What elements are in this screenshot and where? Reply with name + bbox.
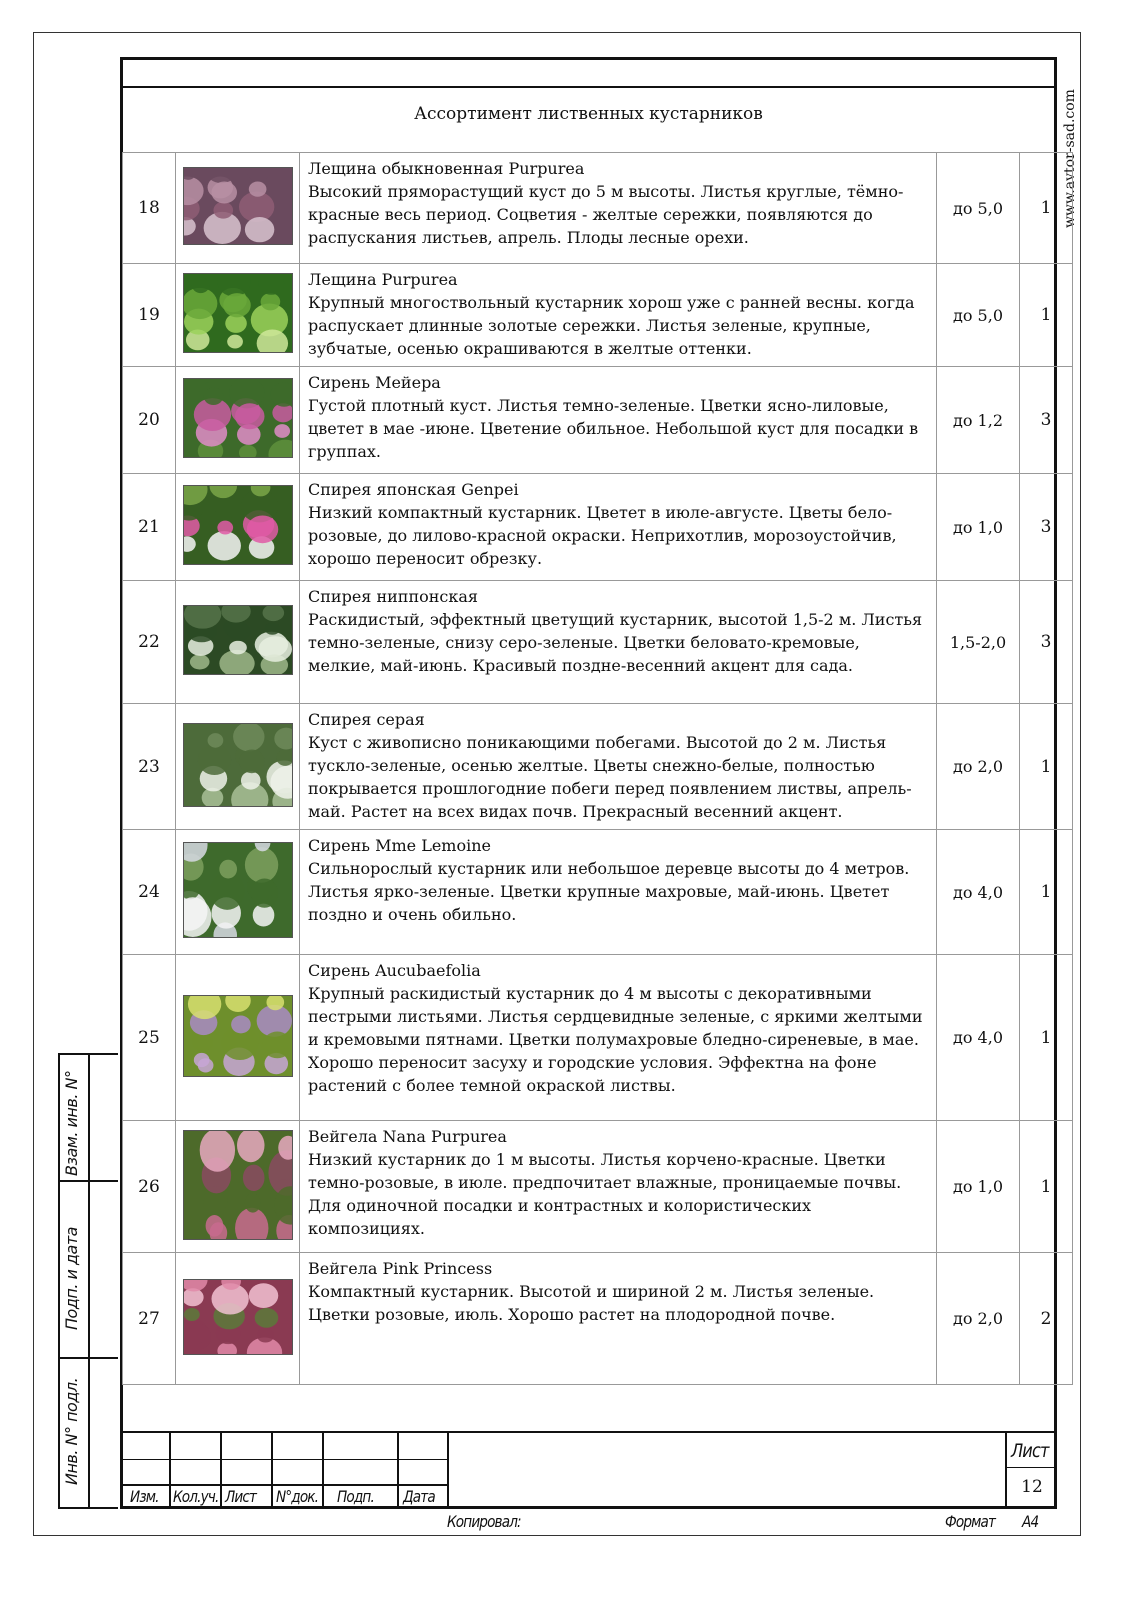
table-row bbox=[123, 367, 1073, 474]
site-url-text: www.avtor-sad.com bbox=[1062, 89, 1078, 228]
description-cell bbox=[300, 1121, 937, 1253]
plant-description: Раскидистый, эффектный цветущий кустарник, высотой 1,5-2 м. Листья темно-зеленые, снизу серо-зеленые. Цветки беловато-кремовые, мелкие, май-июнь. Красивый поздне-весенний акцент для сада. bbox=[308, 610, 923, 675]
description-cell bbox=[300, 474, 937, 581]
row-number: 26 bbox=[123, 1121, 176, 1253]
format-label: Формат bbox=[945, 1512, 996, 1531]
stamp-col-doc: N°док. bbox=[276, 1487, 319, 1506]
plant-description: Крупный многоствольный кустарник хорош уже с ранней весны. когда распускает длинные золотые сережки. Листья зеленые, крупные, зубчатые, осенью окрашиваются в желтые оттенки. bbox=[308, 293, 915, 358]
photo-cell bbox=[176, 581, 300, 704]
plant-name: Сирень Aucubaefolia bbox=[308, 961, 481, 980]
side-stamp-divider bbox=[88, 1053, 90, 1509]
stamp-col-line bbox=[220, 1431, 222, 1509]
top-band-line bbox=[122, 86, 1055, 88]
table-row bbox=[123, 1253, 1073, 1385]
row-number: 21 bbox=[123, 474, 176, 581]
stamp-grid-line bbox=[1005, 1467, 1057, 1468]
side-label-vzam: Взам. инв. N° bbox=[62, 1070, 81, 1176]
plant-name: Лещина обыкновенная Purpurea bbox=[308, 159, 585, 178]
plant-name: Вейгела Nana Purpurea bbox=[308, 1127, 507, 1146]
plant-photo bbox=[183, 723, 293, 807]
table-row bbox=[123, 264, 1073, 367]
plant-description: Крупный раскидистый кустарник до 4 м высоты с декоративными пестрыми листьями. Листья сердцевидные зеленые, с яркими желтыми и кремовыми пятнами. Цветки полумахровые бледно-сиреневые, в мае. Хорошо переносит засуху и городские условия. Эффектна на фоне растений с более темной окраской листвы. bbox=[308, 984, 923, 1095]
table-row bbox=[123, 955, 1073, 1121]
table-row bbox=[123, 704, 1073, 830]
stamp-col-podp: Подп. bbox=[337, 1487, 374, 1506]
plant-height: 1,5-2,0 bbox=[937, 581, 1020, 704]
plant-name: Сирень Мейера bbox=[308, 373, 441, 392]
row-number: 27 bbox=[123, 1253, 176, 1385]
plant-quantity: 2 bbox=[1020, 1253, 1073, 1385]
plant-description: Низкий компактный кустарник. Цветет в июле-августе. Цветы бело-розовые, до лилово-красной окраски. Неприхотлив, морозоустойчив, хорошо переносит обрезку. bbox=[308, 503, 897, 568]
stamp-col-line bbox=[271, 1431, 273, 1509]
sheet-label: Лист bbox=[1011, 1440, 1049, 1462]
plant-name: Сирень Mme Lemoine bbox=[308, 836, 491, 855]
stamp-col-line bbox=[1005, 1431, 1007, 1509]
plant-quantity: 1 bbox=[1020, 153, 1073, 264]
plant-height: до 2,0 bbox=[937, 704, 1020, 830]
plant-name: Спирея серая bbox=[308, 710, 425, 729]
stamp-col-list: Лист bbox=[225, 1487, 257, 1506]
row-number: 18 bbox=[123, 153, 176, 264]
stamp-col-line bbox=[169, 1431, 171, 1509]
table-row bbox=[123, 581, 1073, 704]
description-cell bbox=[300, 264, 937, 367]
stamp-col-line bbox=[447, 1431, 449, 1509]
copied-label: Копировал: bbox=[447, 1512, 521, 1531]
plant-quantity: 3 bbox=[1020, 367, 1073, 474]
row-number: 25 bbox=[123, 955, 176, 1121]
plant-photo bbox=[183, 995, 293, 1077]
plant-photo bbox=[183, 605, 293, 675]
description-cell bbox=[300, 153, 937, 264]
plant-photo bbox=[183, 1279, 293, 1355]
plant-name: Спирея японская Genpei bbox=[308, 480, 519, 499]
photo-cell bbox=[176, 704, 300, 830]
plant-height: до 1,0 bbox=[937, 474, 1020, 581]
table-row bbox=[123, 1121, 1073, 1253]
plant-name: Спирея ниппонская bbox=[308, 587, 479, 606]
row-number: 20 bbox=[123, 367, 176, 474]
plant-photo bbox=[183, 485, 293, 565]
row-number: 23 bbox=[123, 704, 176, 830]
stamp-col-kol: Кол.уч. bbox=[173, 1487, 219, 1506]
plant-height: до 1,0 bbox=[937, 1121, 1020, 1253]
side-label-inv: Инв. N° подл. bbox=[62, 1377, 81, 1485]
photo-cell bbox=[176, 264, 300, 367]
description-cell bbox=[300, 704, 937, 830]
photo-cell bbox=[176, 153, 300, 264]
plant-description: Сильнорослый кустарник или небольшое деревце высоты до 4 метров. Листья ярко-зеленые. Цветки крупные махровые, май-июнь. Цветет поздно и очень обильно. bbox=[308, 859, 910, 924]
plant-height: до 4,0 bbox=[937, 830, 1020, 955]
photo-cell bbox=[176, 474, 300, 581]
description-cell bbox=[300, 830, 937, 955]
plant-height: до 4,0 bbox=[937, 955, 1020, 1121]
plant-photo bbox=[183, 842, 293, 938]
table-row bbox=[123, 830, 1073, 955]
plant-name: Вейгела Pink Princess bbox=[308, 1259, 493, 1278]
row-number: 19 bbox=[123, 264, 176, 367]
format-value: А4 bbox=[1022, 1512, 1039, 1531]
plant-height: до 1,2 bbox=[937, 367, 1020, 474]
plant-height: до 5,0 bbox=[937, 153, 1020, 264]
plant-description: Куст с живописно поникающими побегами. Высотой до 2 м. Листья тускло-зеленые, осенью желтые. Цветы снежно-белые, полностью покрывается прошлогодние побеги перед появлением листвы, апрель-май. Растет на всех видах почв. Прекрасный весенний акцент. bbox=[308, 733, 912, 821]
plant-quantity: 3 bbox=[1020, 581, 1073, 704]
plant-quantity: 1 bbox=[1020, 830, 1073, 955]
stamp-top-line bbox=[120, 1431, 1057, 1433]
sheet-number: 12 bbox=[1021, 1477, 1043, 1497]
plant-description: Густой плотный куст. Листья темно-зеленые. Цветки ясно-лиловые, цветет в мае -июне. Цветение обильное. Небольшой куст для посадки в группах. bbox=[308, 396, 919, 461]
photo-cell bbox=[176, 955, 300, 1121]
plant-photo bbox=[183, 378, 293, 458]
photo-cell bbox=[176, 830, 300, 955]
photo-cell bbox=[176, 1253, 300, 1385]
side-stamp-line bbox=[58, 1357, 118, 1359]
side-stamp-line bbox=[58, 1180, 118, 1182]
table-row bbox=[123, 153, 1073, 264]
plant-photo bbox=[183, 1130, 293, 1240]
plant-description: Низкий кустарник до 1 м высоты. Листья корчено-красные. Цветки темно-розовые, в июле. предпочитает влажные, проницаемые почвы. Для одиночной посадки и контрастных и колористических композициях. bbox=[308, 1150, 902, 1238]
row-number: 24 bbox=[123, 830, 176, 955]
side-label-podp: Подп. и дата bbox=[62, 1227, 81, 1330]
row-number: 22 bbox=[123, 581, 176, 704]
plant-name: Лещина Purpurea bbox=[308, 270, 458, 289]
table-row bbox=[123, 474, 1073, 581]
plant-photo bbox=[183, 273, 293, 353]
assortment-table bbox=[122, 152, 1073, 1385]
plant-quantity: 1 bbox=[1020, 704, 1073, 830]
plant-quantity: 3 bbox=[1020, 474, 1073, 581]
description-cell bbox=[300, 1253, 937, 1385]
description-cell bbox=[300, 367, 937, 474]
page-title: Ассортимент лиственных кустарников bbox=[414, 104, 763, 124]
plant-quantity: 1 bbox=[1020, 264, 1073, 367]
stamp-col-line bbox=[322, 1431, 324, 1509]
photo-cell bbox=[176, 367, 300, 474]
plant-photo bbox=[183, 167, 293, 245]
stamp-col-line bbox=[397, 1431, 399, 1509]
description-cell bbox=[300, 955, 937, 1121]
plant-description: Компактный кустарник. Высотой и шириной 2 м. Листья зеленые. Цветки розовые, июль. Хорошо растет на плодородной почве. bbox=[308, 1282, 875, 1324]
description-cell bbox=[300, 581, 937, 704]
plant-height: до 5,0 bbox=[937, 264, 1020, 367]
plant-quantity: 1 bbox=[1020, 1121, 1073, 1253]
plant-description: Высокий пряморастущий куст до 5 м высоты. Листья круглые, тёмно-красные весь период. Соцветия - желтые сережки, появляются до распускания листьев, апрель. Плоды лесные орехи. bbox=[308, 182, 904, 247]
stamp-col-izm: Изм. bbox=[130, 1487, 159, 1506]
photo-cell bbox=[176, 1121, 300, 1253]
plant-quantity: 1 bbox=[1020, 955, 1073, 1121]
plant-height: до 2,0 bbox=[937, 1253, 1020, 1385]
stamp-col-data: Дата bbox=[403, 1487, 435, 1506]
